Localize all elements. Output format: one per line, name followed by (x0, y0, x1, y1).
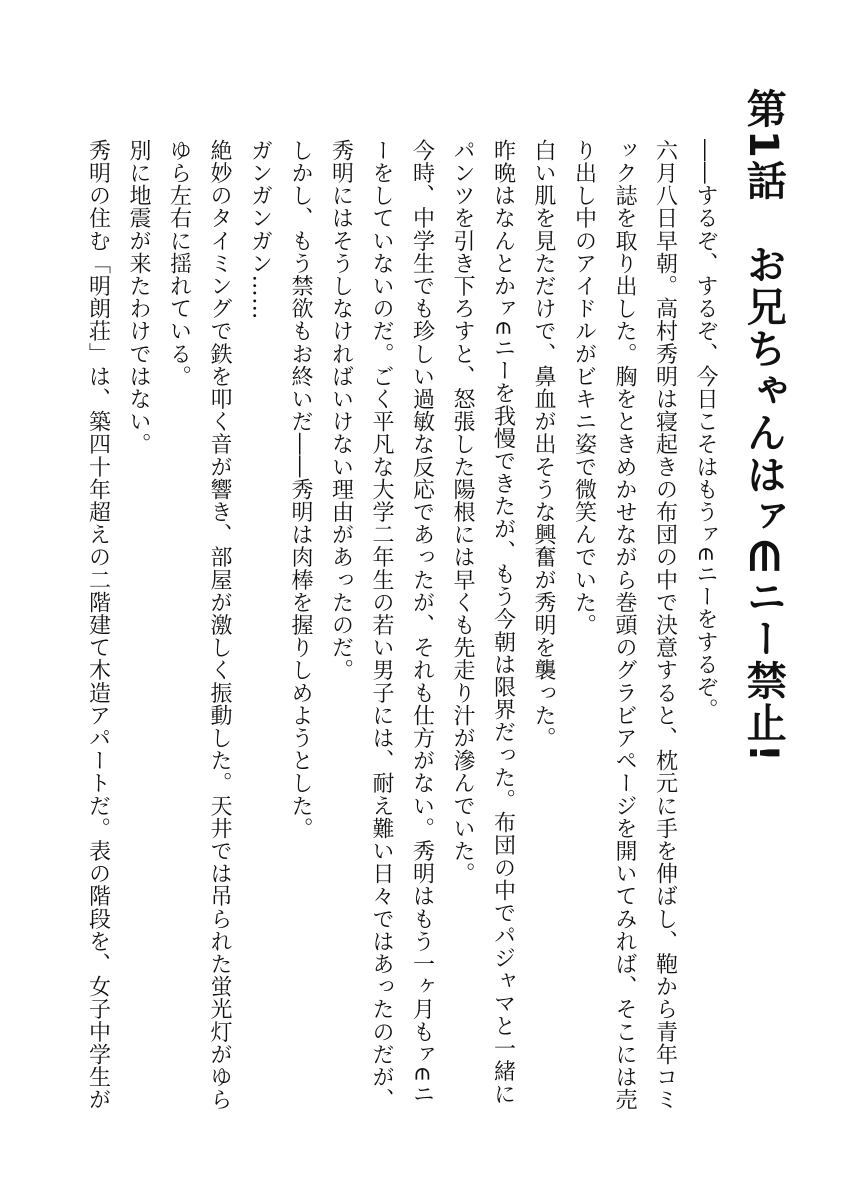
body-text (65, 116, 725, 1126)
paragraph: 別に地震が来たわけではない。 (126, 139, 151, 456)
paragraph: しかし、もう禁欲もお終いだ――秀明は肉棒を握りしめようとした。 (288, 139, 313, 840)
paragraph: 今時、中学生でも珍しい過敏な反応であったが、それも仕方がない。秀明はもう一ヶ月もァ∈ニーをしていないのだ。ごく平凡な大学二年生の若い男子には、耐え難い日々ではあったのだが、秀明にはそうしなければいけない理由があったのだ。 (328, 139, 435, 1111)
paragraph: 白い肌を見ただけで、鼻血が出そうな興奮が秀明を襲った。 (531, 139, 556, 750)
paragraph: 絶妙のタイミングで鉄を叩く音が響き、部屋が激しく振動した。天井では吊られた蛍光灯がゆらゆら左右に揺れている。 (166, 139, 232, 1111)
chapter-title: 第1話 お兄ちゃんはァ∈ニー禁止! (740, 88, 787, 764)
paragraph: 秀明の住む「明朗荘」は、築四十年超えの二階建て木造アパートだ。表の階段を、女子中学生が (85, 139, 111, 1111)
paragraph: 昨晩はなんとかァ∈ニーを我慢できたが、もう今朝は限界だった。布団の中でパジャマと一緒にパンツを引き下ろすと、怒張した陽根には早くも先走り汁が滲んでいた。 (450, 139, 516, 1106)
paragraph: ガンガンガン…… (247, 139, 273, 320)
paragraph: 六月八日早朝。高村秀明は寝起きの布団の中で決意すると、枕元に手を伸ばし、鞄から青年コミック誌を取り出した。胸をときめかせながら巻頭のグラビアページを開いてみれば、そこには売り出し中のアイドルがビキニ姿で微笑んでいた。 (571, 139, 678, 1111)
paragraph: ――するぞ、するぞ、今日こそはもうァ∈ニーをするぞ。 (693, 139, 718, 721)
